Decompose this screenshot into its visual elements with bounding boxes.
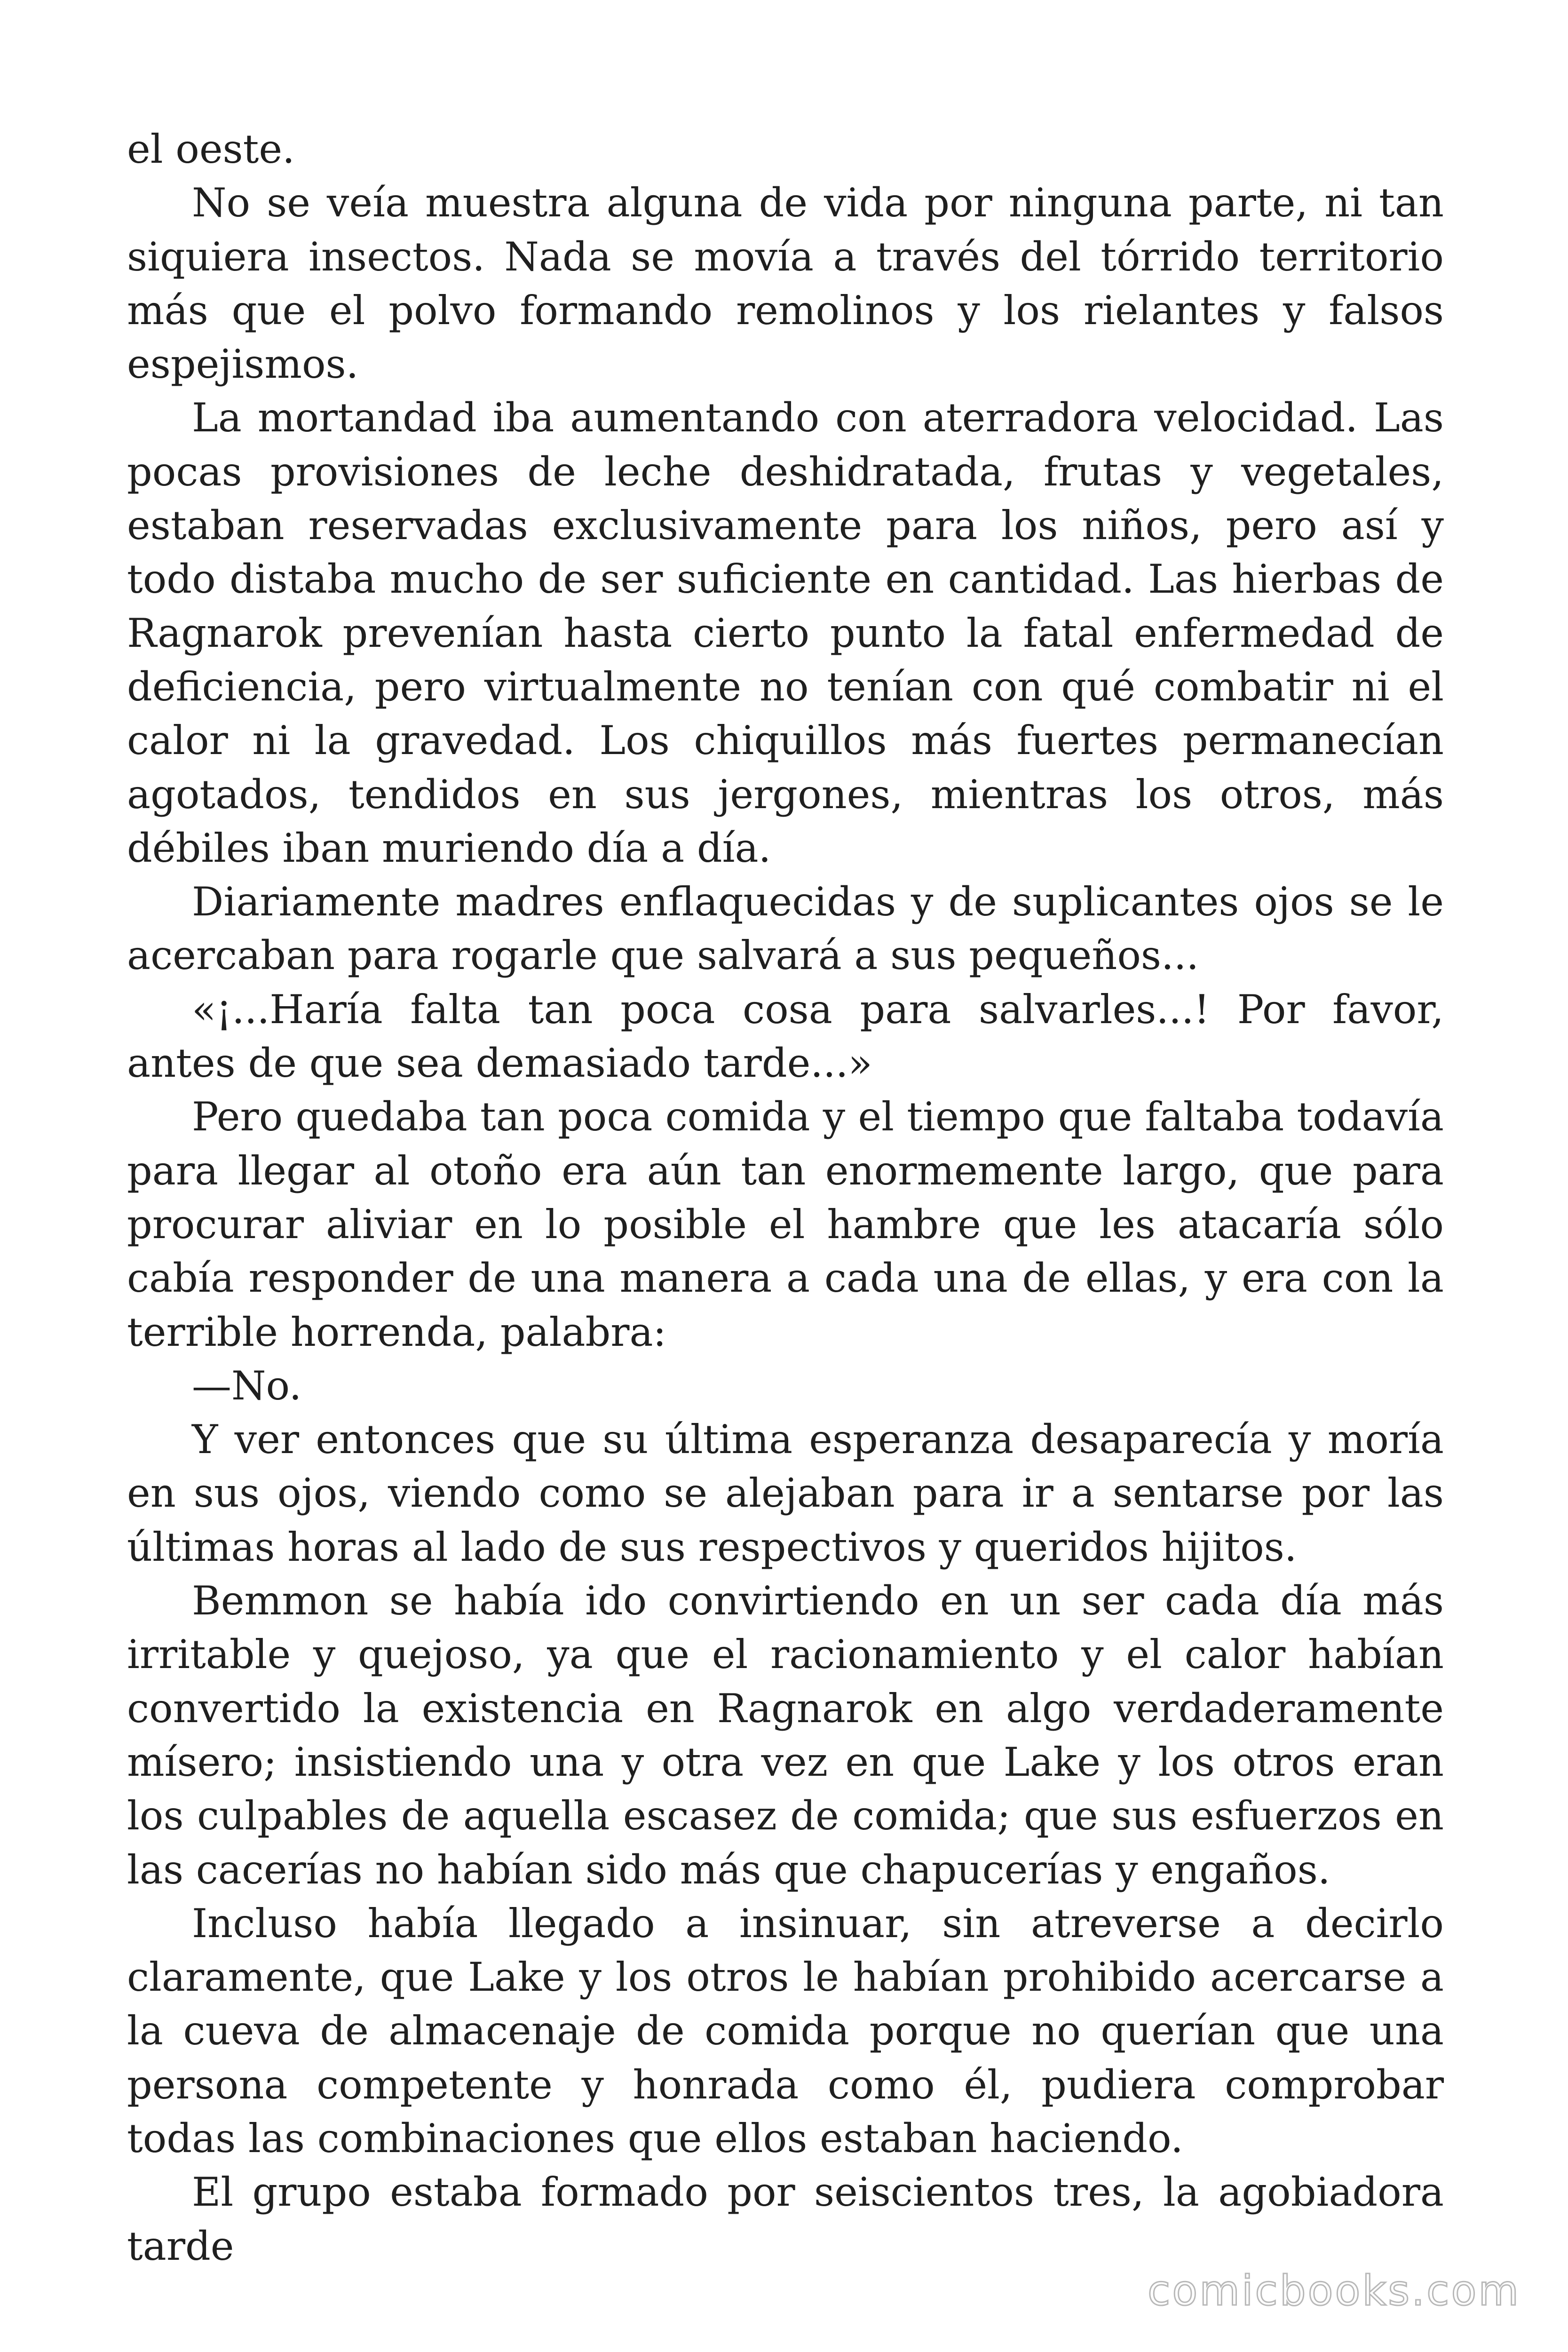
paragraph-2: No se veía muestra alguna de vida por ninguna parte, ni tan siquiera insectos. Nada se movía a través del tórrido territorio más que el polvo formando remolinos y los rielantes y falsos espejismos.	[127, 180, 1444, 388]
page-text	[127, 122, 1444, 2273]
paragraph-6: Pero quedaba tan poca comida y el tiempo que faltaba todavía para llegar al otoño era aún tan enormemente largo, que para procurar aliviar en lo posible el hambre que les atacaría sólo cabía responder de una manera a cada una de ellas, y era con la terrible horrenda, palabra:	[127, 1094, 1444, 1355]
paragraph-7: —No.	[192, 1362, 302, 1409]
paragraph-11: El grupo estaba formado por seiscientos tres, la agobiadora tarde	[127, 2169, 1444, 2269]
paragraph-5: «¡...Haría falta tan poca cosa para salvarles...! Por favor, antes de que sea demasiado tarde...»	[127, 986, 1444, 1087]
paragraph-9: Bemmon se había ido convirtiendo en un ser cada día más irritable y quejoso, ya que el racionamiento y el calor habían convertido la existencia en Ragnarok en algo verdaderamente mísero; insistiendo una y otra vez en que Lake y los otros eran los culpables de aquella escasez de comida; que sus esfuerzos en las cacerías no habían sido más que chapucerías y engaños.	[127, 1578, 1444, 1893]
paragraph-4: Diariamente madres enflaquecidas y de suplicantes ojos se le acercaban para rogarle que salvará a sus pequeños...	[127, 879, 1444, 979]
watermark: comicbooks.com	[1148, 2266, 1521, 2315]
paragraph-1: el oeste.	[127, 126, 295, 172]
paragraph-3: La mortandad iba aumentando con aterradora velocidad. Las pocas provisiones de leche deshidratada, frutas y vegetales, estaban reservadas exclusivamente para los niños, pero así y todo distaba mucho de ser suficiente en cantidad. Las hierbas de Ragnarok prevenían hasta cierto punto la fatal enfermedad de deficiencia, pero virtualmente no tenían con qué combatir ni el calor ni la gravedad. Los chiquillos más fuertes permanecían agotados, tendidos en sus jergones, mientras los otros, más débiles iban muriendo día a día.	[127, 395, 1444, 871]
paragraph-8: Y ver entonces que su última esperanza desaparecía y moría en sus ojos, viendo como se alejaban para ir a sentarse por las últimas horas al lado de sus respectivos y queridos hijitos.	[127, 1416, 1444, 1570]
paragraph-10: Incluso había llegado a insinuar, sin atreverse a decirlo claramente, que Lake y los otros le habían prohibido acercarse a la cueva de almacenaje de comida porque no querían que una persona competente y honrada como él, pudiera comprobar todas las combinaciones que ellos estaban haciendo.	[127, 1900, 1444, 2161]
